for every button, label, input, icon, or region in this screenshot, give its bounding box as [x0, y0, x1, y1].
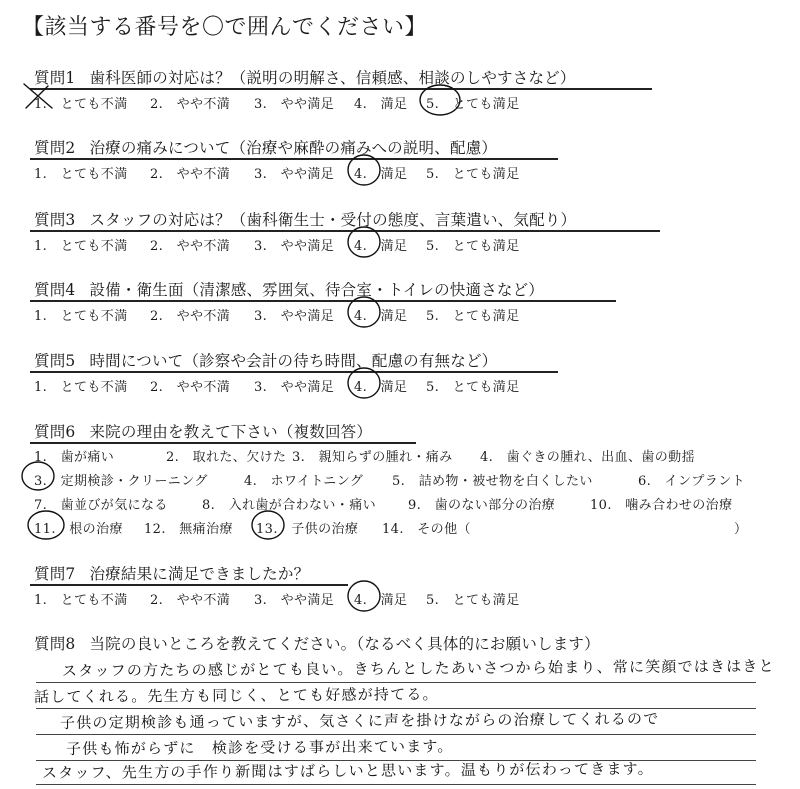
q6-option-4b[interactable]: 4. ホワイトニング [244, 474, 364, 489]
option-5[interactable]: 5. とても満足 [426, 380, 520, 395]
q6-option-4[interactable]: 4. 歯ぐきの腫れ、出血、歯の動揺 [480, 450, 695, 465]
q6-row-1 [34, 446, 774, 464]
option-1[interactable]: 1. とても不満 [34, 593, 128, 608]
question-5-options [34, 376, 734, 394]
question-7-text: 治療結果に満足できましたか？ [89, 565, 310, 583]
question-1-number: 質問1 [34, 69, 76, 87]
question-3-text: スタッフの対応は？（歯科衛生士・受付の態度、言葉遣い、気配り） [89, 211, 577, 229]
q6-option-2[interactable]: 2. 取れた、欠けた [166, 450, 287, 465]
question-4-number: 質問4 [34, 281, 76, 299]
option-4[interactable]: 4. 満足 [354, 380, 408, 395]
question-2-text: 治療の痛みについて（治療や麻酔の痛みへの説明、配慮） [89, 139, 498, 157]
q6-row-3 [34, 494, 774, 512]
question-7-heading [34, 562, 309, 584]
question-5-underline [30, 371, 558, 373]
question-3-heading [34, 208, 576, 230]
q6-option-13[interactable]: 13. 子供の治療 [256, 522, 359, 537]
option-1[interactable]: 1. とても不満 [34, 380, 128, 395]
option-2[interactable]: 2. やや不満 [150, 593, 231, 608]
option-3[interactable]: 3. やや満足 [254, 97, 335, 112]
question-1-heading [34, 66, 576, 88]
option-3[interactable]: 3. やや満足 [254, 380, 335, 395]
question-6-text: 来院の理由を教えて下さい（複数回答） [89, 423, 373, 441]
answer-line-2: 話してくれる。先生方も同じく、とても好感が持てる。 [33, 685, 439, 706]
answer-line-3: 子供の定期検診も通っていますが、気さくに声を掛けながらの治療してくれるので [59, 709, 660, 732]
option-4[interactable]: 4. 満足 [354, 167, 408, 182]
q6-option-8[interactable]: 8. 入れ歯が合わない・痛い [202, 498, 377, 513]
q6-option-14[interactable]: 14. その他（ [382, 522, 471, 537]
question-8-number: 質問8 [34, 635, 76, 653]
q6-option-1[interactable]: 1. 歯が痛い [34, 450, 115, 465]
question-2-options [34, 163, 734, 181]
question-6-heading [34, 420, 372, 442]
option-2[interactable]: 2. やや不満 [150, 97, 231, 112]
question-4-heading [34, 278, 544, 300]
q6-row-2 [34, 470, 774, 488]
option-4[interactable]: 4. 満足 [354, 593, 408, 608]
option-4[interactable]: 4. 満足 [354, 97, 408, 112]
q6-option-7[interactable]: 7. 歯並びが気になる [34, 498, 168, 513]
question-4-text: 設備・衛生面（清潔感、雰囲気、待合室・トイレの快適さなど） [89, 281, 544, 299]
option-4[interactable]: 4. 満足 [354, 239, 408, 254]
option-2[interactable]: 2. やや不満 [150, 309, 231, 324]
option-1[interactable]: 1. とても不満 [34, 309, 128, 324]
question-2-heading [34, 136, 497, 158]
question-1-underline [30, 88, 652, 90]
q6-option-3[interactable]: 3. 親知らずの腫れ・痛み [292, 450, 453, 465]
question-6-number: 質問6 [34, 423, 76, 441]
answer-line-1: スタッフの方たちの感じがとても良い。きちんとしたあいさつから始まり、常に笑顔ではきはきと [61, 657, 775, 680]
q6-option-6[interactable]: 6. インプラント [638, 474, 746, 489]
option-4[interactable]: 4. 満足 [354, 309, 408, 324]
question-7-options [34, 589, 734, 607]
option-5[interactable]: 5. とても満足 [426, 167, 520, 182]
option-3[interactable]: 3. やや満足 [254, 167, 335, 182]
question-4-options [34, 305, 734, 323]
q6-row-4 [34, 518, 774, 536]
question-2-number: 質問2 [34, 139, 76, 157]
q6-option-12[interactable]: 12. 無痛治療 [144, 522, 233, 537]
question-8-heading [34, 632, 600, 654]
question-1-options [34, 93, 734, 111]
answer-line-5: スタッフ、先生方の手作り新聞はすばらしいと思います。温もりが伝わってきます。 [41, 759, 654, 782]
answer-line-4: 子供も怖がらずに 検診を受ける事が出来ています。 [65, 737, 454, 758]
option-3[interactable]: 3. やや満足 [254, 309, 335, 324]
option-5[interactable]: 5. とても満足 [426, 239, 520, 254]
question-3-underline [30, 230, 660, 232]
q6-option-11[interactable]: 11. 根の治療 [34, 522, 123, 537]
question-7-number: 質問7 [34, 565, 76, 583]
q6-option-9[interactable]: 9. 歯のない部分の治療 [408, 498, 556, 513]
question-8-text: 当院の良いところを教えてください。（なるべく具体的にお願いします） [89, 635, 600, 653]
question-7-underline [30, 584, 348, 586]
question-5-number: 質問5 [34, 352, 76, 370]
option-1[interactable]: 1. とても不満 [34, 97, 128, 112]
q6-option-5[interactable]: 5. 詰め物・被せ物を白くしたい [392, 474, 593, 489]
question-2-underline [30, 158, 558, 160]
question-5-heading [34, 349, 497, 371]
q6-other-close: ） [734, 522, 748, 537]
option-5[interactable]: 5. とても満足 [426, 309, 520, 324]
question-4-underline [30, 300, 616, 302]
answer-ruled-line [36, 784, 756, 785]
option-1[interactable]: 1. とても不満 [34, 167, 128, 182]
option-2[interactable]: 2. やや不満 [150, 239, 231, 254]
option-2[interactable]: 2. やや不満 [150, 380, 231, 395]
question-5-text: 時間について（診察や会計の待ち時間、配慮の有無など） [89, 352, 498, 370]
option-3[interactable]: 3. やや満足 [254, 593, 335, 608]
option-3[interactable]: 3. やや満足 [254, 239, 335, 254]
question-1-text: 歯科医師の対応は？（説明の明解さ、信頼感、相談のしやすさなど） [89, 69, 576, 87]
q6-option-10[interactable]: 10. 噛み合わせの治療 [590, 498, 733, 513]
page-title: 【該当する番号を〇で囲んでください】 [22, 15, 428, 40]
question-6-underline [30, 442, 416, 444]
option-1[interactable]: 1. とても不満 [34, 239, 128, 254]
q6-option-3b[interactable]: 3. 定期検診・クリーニング [34, 474, 208, 489]
question-3-number: 質問3 [34, 211, 76, 229]
option-2[interactable]: 2. やや不満 [150, 167, 231, 182]
question-3-options [34, 235, 734, 253]
option-5[interactable]: 5. とても満足 [426, 97, 520, 112]
option-5[interactable]: 5. とても満足 [426, 593, 520, 608]
